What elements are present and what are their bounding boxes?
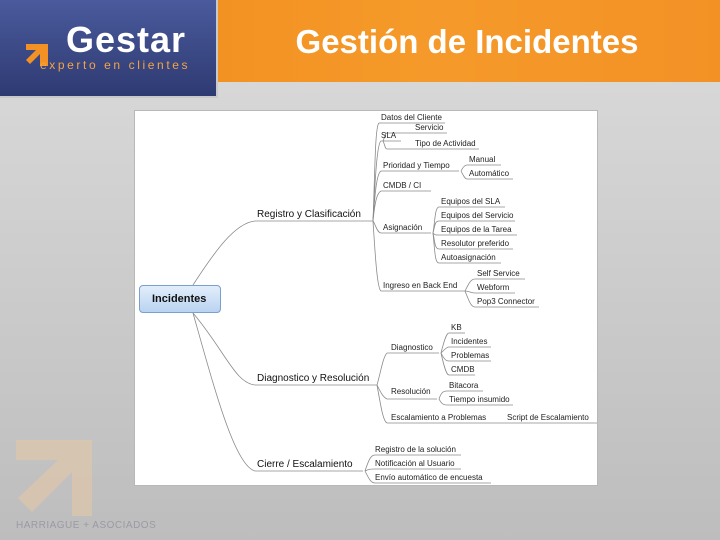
branch-registro: Registro y Clasificación [257, 209, 361, 220]
node-datos-cliente: Datos del Cliente [381, 113, 442, 122]
node-diagnostico: Diagnostico [391, 343, 433, 352]
node-sla: SLA [381, 131, 397, 140]
node-kb: KB [451, 323, 462, 332]
node-script-escalamiento: Script de Escalamiento [507, 413, 589, 422]
node-self-service: Self Service [477, 269, 520, 278]
node-cmdb-ci: CMDB / CI [383, 181, 422, 190]
node-asignacion: Asignación [383, 223, 423, 232]
node-notificacion-usuario: Notificación al Usuario [375, 459, 455, 468]
node-webform: Webform [477, 283, 510, 292]
node-equipos-tarea: Equipos de la Tarea [441, 225, 512, 234]
branch-cierre: Cierre / Escalamiento [257, 459, 353, 470]
footer-company: HARRIAGUE + ASOCIADOS [16, 520, 157, 531]
node-escalamiento-problemas: Escalamiento a Problemas [391, 413, 487, 422]
logo-wordmark: Gestar [66, 19, 187, 60]
node-prioridad: Prioridad y Tiempo [383, 161, 450, 170]
node-cmdb: CMDB [451, 365, 475, 374]
node-resolutor: Resolutor preferido [441, 239, 510, 248]
node-envio-encuesta: Envío automático de encuesta [375, 473, 483, 482]
logo-tagline: experto en clientes [40, 58, 191, 72]
node-tiempo-insumido: Tiempo insumido [449, 395, 510, 404]
node-automatico: Automático [469, 169, 510, 178]
node-manual: Manual [469, 155, 496, 164]
node-tipo-actividad: Tipo de Actividad [415, 139, 476, 148]
node-equipos-servicio: Equipos del Servicio [441, 211, 514, 220]
logo [0, 0, 218, 98]
node-servicio: Servicio [415, 123, 444, 132]
branch-diagnostico: Diagnostico y Resolución [257, 373, 370, 384]
node-problemas: Problemas [451, 351, 490, 360]
node-bitacora: Bitacora [449, 381, 479, 390]
node-resolucion: Resolución [391, 387, 431, 396]
node-registro-solucion: Registro de la solución [375, 445, 456, 454]
node-incidentes: Incidentes [451, 337, 488, 346]
mind-map [134, 110, 598, 486]
node-equipos-sla: Equipos del SLA [441, 197, 501, 206]
node-ingreso: Ingreso en Back End [383, 281, 458, 290]
page-title: Gestión de Incidentes [295, 23, 639, 60]
node-autoasignacion: Autoasignación [441, 253, 496, 262]
root-node: Incidentes [139, 285, 221, 313]
background-arrow-icon [12, 436, 96, 520]
node-pop3: Pop3 Connector [477, 297, 535, 306]
